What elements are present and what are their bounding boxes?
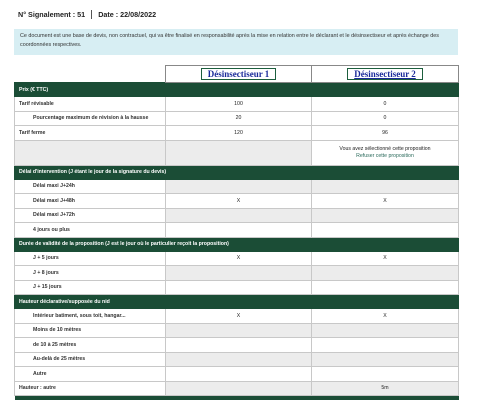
table-row (15, 280, 459, 295)
provider-2-value: 0 (312, 97, 459, 112)
table-row (15, 126, 459, 141)
empty-cell (166, 352, 312, 367)
table-row (15, 381, 459, 396)
table-row (15, 352, 459, 367)
empty-cell (312, 367, 459, 382)
empty-cell (312, 280, 459, 295)
empty-cell (312, 208, 459, 223)
empty-cell (312, 352, 459, 367)
provider-2-value: X (312, 194, 459, 209)
section-title: Hauteur déclarative/supposée du nid (15, 295, 459, 309)
table-footer-band (15, 396, 459, 400)
table-row (15, 251, 459, 266)
row-label: Délai maxi J+72h (15, 208, 166, 223)
footer-band (15, 396, 459, 400)
empty-cell (312, 179, 459, 194)
table-row (15, 323, 459, 338)
row-label: J + 15 jours (15, 280, 166, 295)
provider-2-name: Désinsectiseur 2 (347, 68, 423, 80)
header (18, 10, 156, 19)
quote-comparison-table (14, 65, 459, 400)
row-label: Délai maxi J+24h (15, 179, 166, 194)
provider-2-value: X (312, 309, 459, 324)
row-label: de 10 à 25 mètres (15, 338, 166, 353)
provider-header-row (15, 66, 459, 83)
provider-2-value: X (312, 251, 459, 266)
row-label: 4 jours ou plus (15, 223, 166, 238)
row-label: Tarif ferme (15, 126, 166, 141)
info-text: Ce document est une base de devis, non contractuel, qui va être finalisé en responsabilité après la mise en relation entre le déclarant et le désinsectiseur et après échange des coordonnées respectives. (20, 33, 439, 48)
refuse-proposal-link[interactable]: Refuser cette proposition (356, 152, 414, 159)
provider-1-value: 20 (166, 111, 312, 126)
empty-cell (312, 223, 459, 238)
header-empty-cell (15, 66, 166, 83)
row-label: Délai maxi J+48h (15, 194, 166, 209)
section-delai (15, 165, 459, 179)
empty-cell (166, 338, 312, 353)
provider-1-header (166, 66, 312, 83)
table-row (15, 97, 459, 112)
empty-cell (166, 266, 312, 281)
table-row (15, 179, 459, 194)
table-row (15, 266, 459, 281)
empty-cell (166, 367, 312, 382)
provider-2-value: 0 (312, 111, 459, 126)
provider-2-value: 5m (312, 381, 459, 396)
empty-cell (166, 140, 312, 165)
empty-cell (312, 338, 459, 353)
provider-1-value: X (166, 194, 312, 209)
empty-cell (166, 381, 312, 396)
row-label: J + 5 jours (15, 251, 166, 266)
info-banner (14, 29, 458, 55)
section-title: Prix (€ TTC) (15, 83, 459, 97)
table-row (15, 367, 459, 382)
empty-cell (166, 223, 312, 238)
empty-cell (166, 179, 312, 194)
section-prix (15, 83, 459, 97)
row-label: Au-delà de 25 mètres (15, 352, 166, 367)
empty-cell (166, 208, 312, 223)
empty-cell (312, 266, 459, 281)
table-row (15, 338, 459, 353)
empty-cell (166, 323, 312, 338)
selection-cell (312, 140, 459, 165)
table-row (15, 208, 459, 223)
selected-proposal-text: Vous avez sélectionné cette proposition (339, 145, 431, 152)
table-row (15, 223, 459, 238)
empty-cell (15, 140, 166, 165)
empty-cell (312, 323, 459, 338)
provider-2-value: 96 (312, 126, 459, 141)
table-row (15, 309, 459, 324)
row-label: Autre (15, 367, 166, 382)
row-label: Pourcentage maximum de révision à la hausse (15, 111, 166, 126)
table-row (15, 111, 459, 126)
empty-cell (166, 280, 312, 295)
signalement-number: N° Signalement : 51 (18, 10, 86, 19)
section-hauteur (15, 295, 459, 309)
selection-row (15, 140, 459, 165)
row-label: Tarif révisable (15, 97, 166, 112)
row-label: J + 8 jours (15, 266, 166, 281)
row-label: Moins de 10 mètres (15, 323, 166, 338)
provider-1-value: X (166, 251, 312, 266)
provider-2-header (312, 66, 459, 83)
provider-1-name: Désinsectiseur 1 (201, 68, 277, 80)
section-duree (15, 237, 459, 251)
header-separator (91, 10, 92, 19)
section-title: Durée de validité de la proposition (J est le jour où le particulier reçoit la proposition) (15, 237, 459, 251)
row-label: Intérieur batiment, sous toit, hangar... (15, 309, 166, 324)
provider-1-value: 120 (166, 126, 312, 141)
provider-1-value: 100 (166, 97, 312, 112)
provider-1-value: X (166, 309, 312, 324)
section-title: Délai d'intervention (J étant le jour de la signature du devis) (15, 165, 459, 179)
signalement-date: Date : 22/08/2022 (98, 10, 157, 19)
row-label: Hauteur : autre (15, 381, 166, 396)
table-row (15, 194, 459, 209)
